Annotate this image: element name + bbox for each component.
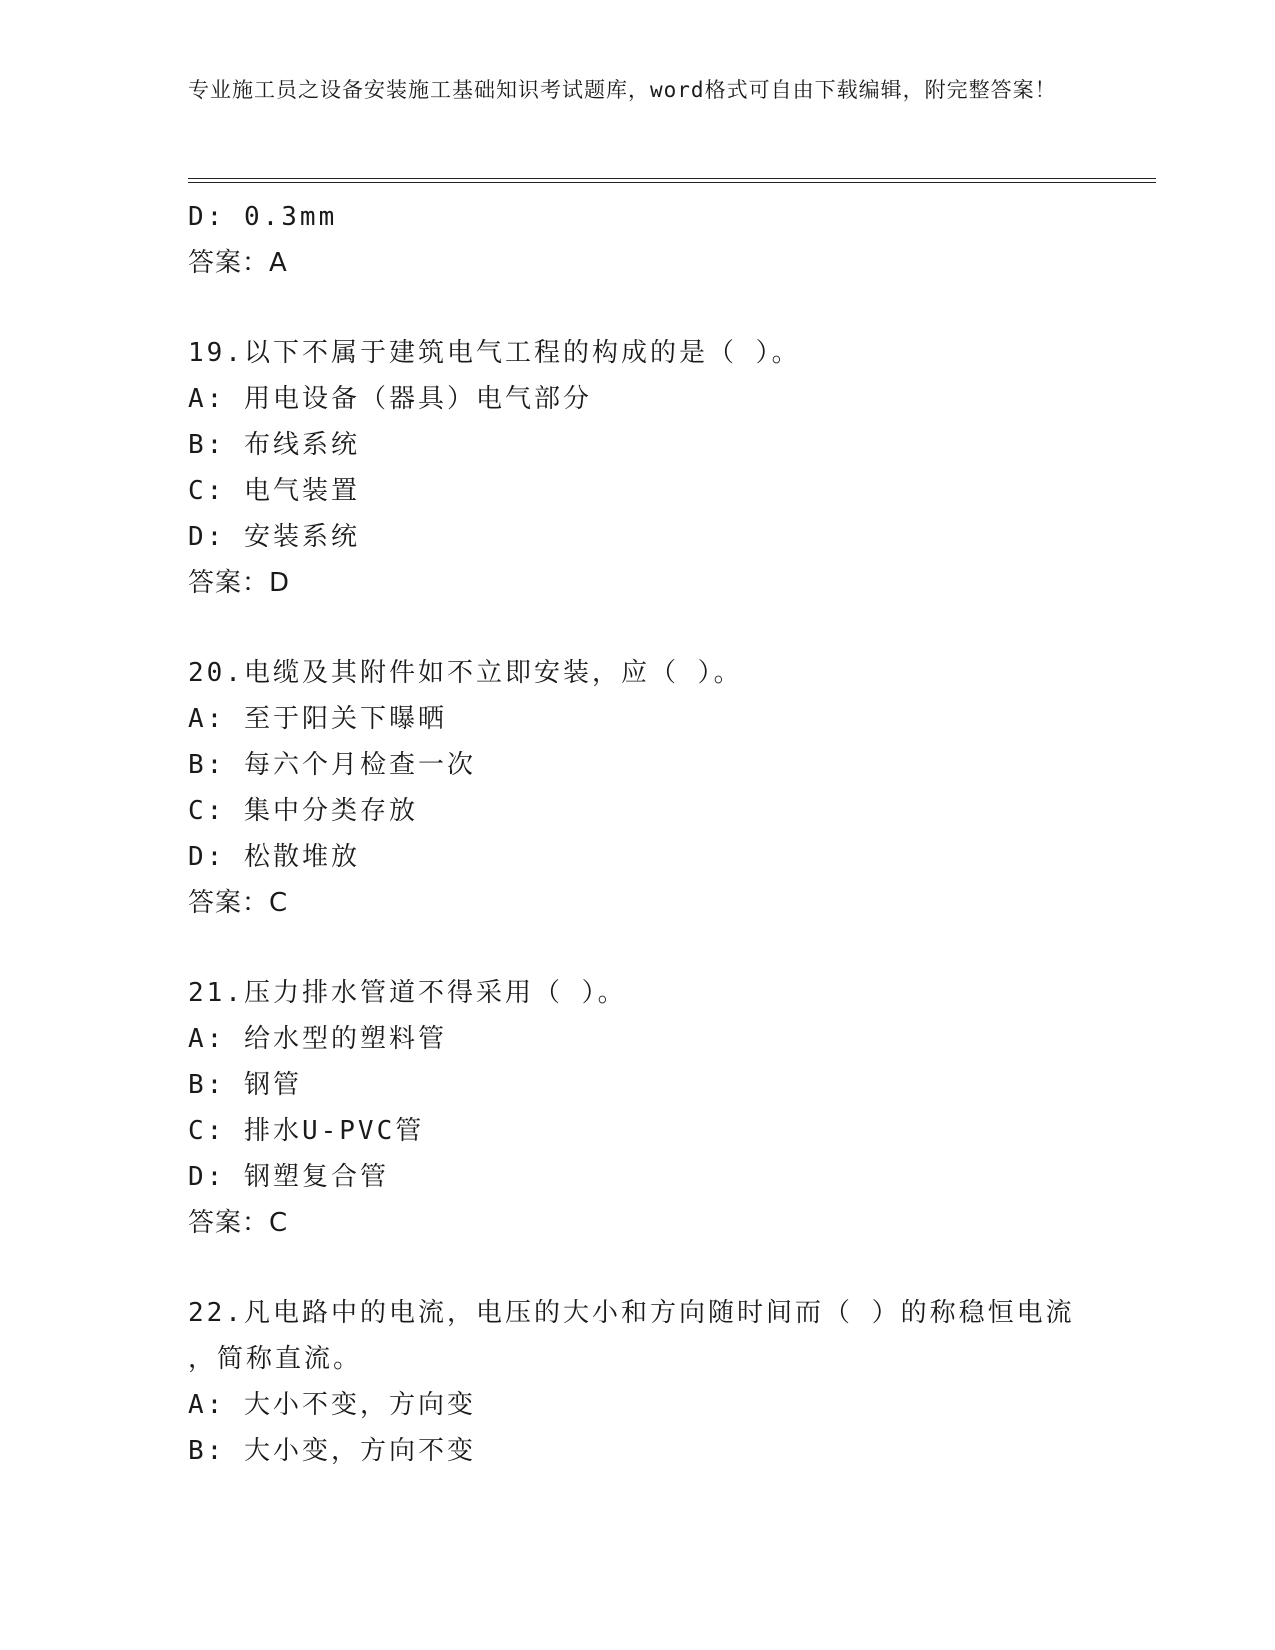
question-stem: 21.压力排水管道不得采用（ ）。 <box>188 978 627 1008</box>
option-a: A: 用电设备（器具）电气部分 <box>188 384 592 414</box>
option-d: D: 钢塑复合管 <box>188 1162 389 1192</box>
option-b: B: 钢管 <box>188 1070 302 1100</box>
option-c: C: 集中分类存放 <box>188 796 418 826</box>
header-divider <box>188 178 1156 179</box>
option-b: B: 每六个月检查一次 <box>188 750 476 780</box>
answer-line: 答案：D <box>188 568 291 598</box>
spacer <box>188 926 1148 970</box>
spacer <box>188 1246 1148 1290</box>
option-c: C: 电气装置 <box>188 476 360 506</box>
answer-line: 答案：A <box>188 248 288 278</box>
option-c: C: 排水U-PVC管 <box>188 1116 425 1146</box>
question-22 <box>188 1290 1148 1474</box>
question-stem: 19.以下不属于建筑电气工程的构成的是（ ）。 <box>188 338 801 368</box>
question-stem-line-1: 22.凡电路中的电流，电压的大小和方向随时间而（ ）的称稳恒电流 <box>188 1298 1075 1328</box>
answer-line: 答案：C <box>188 888 289 918</box>
option-b: B: 大小变，方向不变 <box>188 1436 476 1466</box>
question-20 <box>188 650 1148 926</box>
spacer <box>188 606 1148 650</box>
spacer <box>188 286 1148 330</box>
option-a: A: 大小不变，方向变 <box>188 1390 476 1420</box>
document-body <box>188 194 1148 1474</box>
option-d: D: 松散堆放 <box>188 842 360 872</box>
header-divider-second <box>188 182 1156 183</box>
option-a: A: 给水型的塑料管 <box>188 1024 447 1054</box>
question-stem-line-2: ，简称直流。 <box>188 1344 363 1374</box>
document-header-title: 专业施工员之设备安装施工基础知识考试题库，word格式可自由下载编辑，附完整答案！ <box>188 78 1057 102</box>
option-b: B: 布线系统 <box>188 430 360 460</box>
answer-line: 答案：C <box>188 1208 289 1238</box>
question-21 <box>188 970 1148 1246</box>
question-stem: 20.电缆及其附件如不立即安装，应（ ）。 <box>188 658 743 688</box>
question-19 <box>188 330 1148 606</box>
option-a: A: 至于阳关下曝晒 <box>188 704 447 734</box>
option-d: D: 0.3mm <box>188 202 338 232</box>
option-d: D: 安装系统 <box>188 522 360 552</box>
